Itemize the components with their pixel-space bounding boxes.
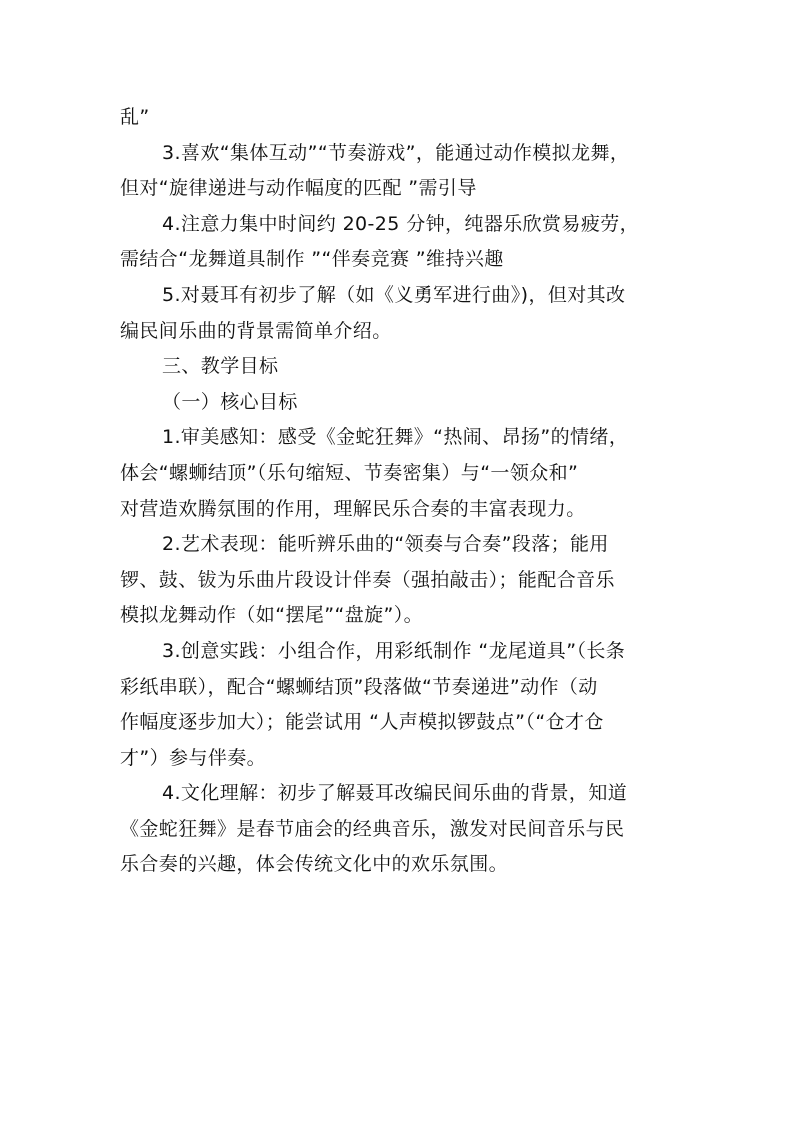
text-line-14: 锣、鼓、钹为乐曲片段设计伴奏（强拍敲击）；能配合音乐 (120, 568, 615, 591)
text-line-13: 2.艺术表现：能听辨乐曲的“领奏与合奏”段落；能用 (162, 533, 609, 556)
text-line-2: 3.喜欢“集体互动”“节奏游戏”，能通过动作模拟龙舞， (162, 141, 630, 164)
text-line-10: 1.审美感知：感受《金蛇狂舞》“热闹、昂扬”的情绪， (162, 426, 629, 449)
text-line-22: 乐合奏的兴趣，体会传统文化中的欢乐氛围。 (120, 853, 509, 876)
text-line-18: 作幅度逐步加大）；能尝试用 “人声模拟锣鼓点”（“仓才仓 (120, 711, 604, 734)
text-line-11: 体会“螺蛳结顶”（乐句缩短、节奏密集）与“一领众和” (120, 461, 579, 484)
text-line-19: 才”）参与伴奏。 (120, 746, 267, 769)
section-heading-teaching-goals: 三、教学目标 (162, 355, 279, 378)
text-line-5: 需结合“龙舞道具制作 ”“伴奏竞赛 ”维持兴趣 (120, 248, 504, 271)
text-line-21: 《金蛇狂舞》是春节庙会的经典音乐，激发对民间音乐与民 (120, 817, 625, 840)
text-line-16: 3.创意实践：小组合作，用彩纸制作 “龙尾道具”（长条 (162, 639, 626, 662)
text-line-20: 4.文化理解：初步了解聂耳改编民间乐曲的背景，知道 (162, 782, 628, 805)
text-line-6: 5.对聂耳有初步了解（如《义勇军进行曲》)，但对其改 (162, 283, 626, 306)
document-body (120, 100, 680, 883)
text-line-4: 4.注意力集中时间约 20-25 分钟，纯器乐欣赏易疲劳， (162, 212, 640, 235)
text-line-12: 对营造欢腾氛围的作用，理解民乐合奏的丰富表现力。 (120, 497, 586, 520)
text-line-15: 模拟龙舞动作（如“摆尾”“盘旋”）。 (120, 604, 424, 627)
text-line-17: 彩纸串联），配合“螺蛳结顶”段落做“节奏递进”动作（动 (120, 675, 598, 698)
text-line-3: 但对“旋律递进与动作幅度的匹配 ”需引导 (120, 177, 477, 200)
text-line-1: 乱” (120, 106, 150, 128)
subsection-heading-core-goals: （一）核心目标 (162, 390, 298, 413)
text-line-7: 编民间乐曲的背景需简单介绍。 (120, 319, 392, 342)
